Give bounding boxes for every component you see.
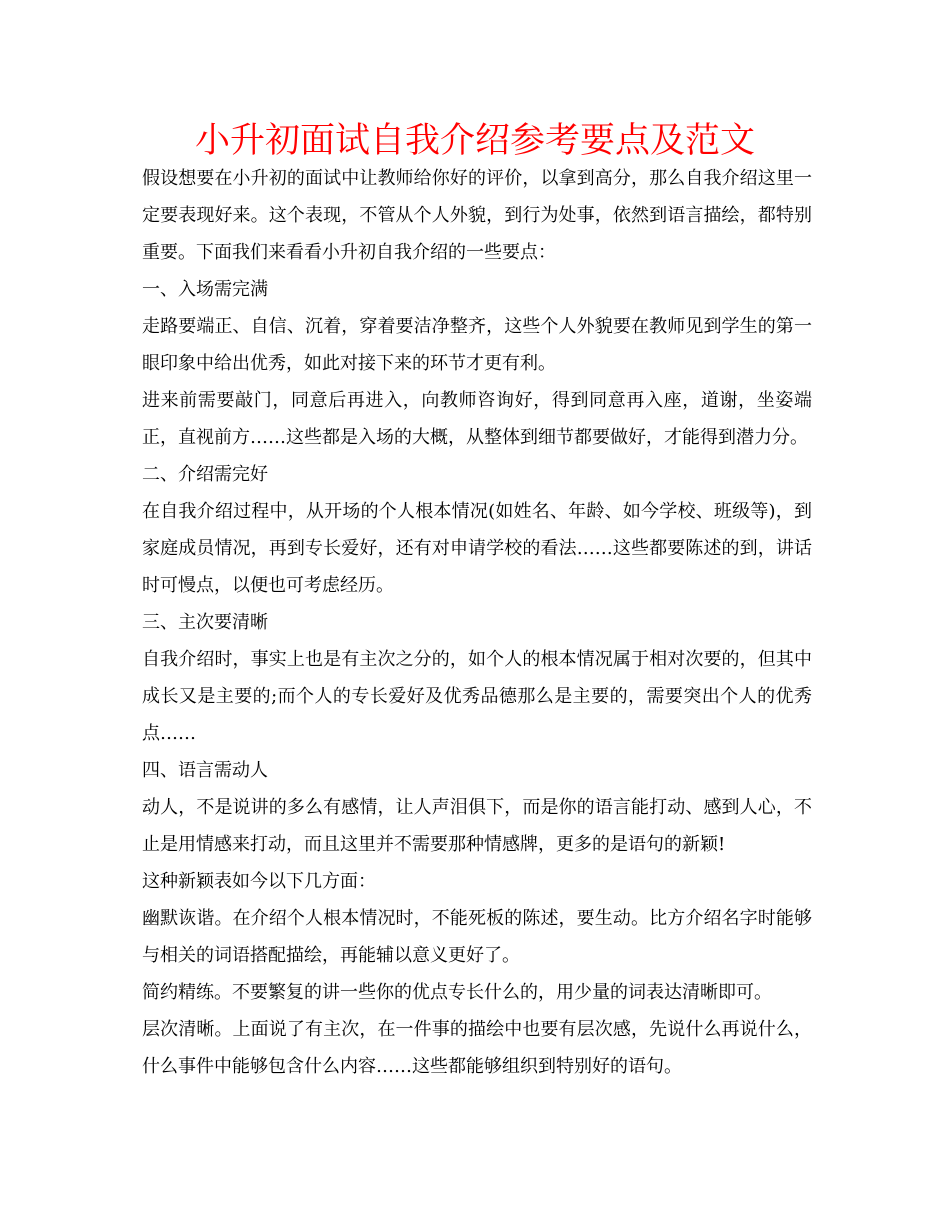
body-paragraph: 自我介绍时，事实上也是有主次之分的，如个人的根本情况属于相对次要的，但其中成长又是主要的;而个人的专长爱好及优秀品德那么是主要的，需要突出个人的优秀点…… [142,649,812,744]
document-title: 小升初面试自我介绍参考要点及范文 [194,121,755,161]
document-body [142,160,812,1085]
body-paragraph: 层次清晰。上面说了有主次，在一件事的描绘中也要有层次感，先说什么再说什么，什么事件中能够包含什么内容……这些都能够组织到特别好的语句。 [142,1019,812,1077]
body-paragraph: 在自我介绍过程中，从开场的个人根本情况(如姓名、年龄、如今学校、班级等)，到家庭成员情况，再到专长爱好，还有对申请学校的看法……这些都要陈述的到，讲话时可慢点，以便也可考虑经历。 [142,501,812,596]
section-heading-4: 四、语言需动人 [142,760,268,781]
section-heading-3: 三、主次要清晰 [142,612,268,633]
section-heading-1: 一、入场需完满 [142,279,268,300]
body-paragraph: 进来前需要敲门，同意后再进入，向教师咨询好，得到同意再入座，道谢，坐姿端正，直视前方……这些都是入场的大概，从整体到细节都要做好，才能得到潜力分。 [142,390,812,448]
section-heading-2: 二、介绍需完好 [142,464,268,485]
body-paragraph: 简约精练。不要繁复的讲一些你的优点专长什么的，用少量的词表达清晰即可。 [142,982,772,1003]
body-paragraph: 动人，不是说讲的多么有感情，让人声泪俱下，而是你的语言能打动、感到人心，不止是用情感来打动，而且这里并不需要那种情感牌，更多的是语句的新颖! [142,797,812,855]
body-paragraph: 幽默诙谐。在介绍个人根本情况时，不能死板的陈述，要生动。比方介绍名字时能够与相关的词语搭配描绘，再能辅以意义更好了。 [142,908,812,966]
body-paragraph: 走路要端正、自信、沉着，穿着要洁净整齐，这些个人外貌要在教师见到学生的第一眼印象中给出优秀，如此对接下来的环节才更有利。 [142,316,812,374]
body-paragraph: 这种新颖表如今以下几方面： [142,871,376,892]
intro-paragraph: 假设想要在小升初的面试中让教师给你好的评价，以拿到高分，那么自我介绍这里一定要表现好来。这个表现，不管从个人外貌，到行为处事，依然到语言描绘，都特别重要。下面我们来看看小升初自我介绍的一些要点： [142,168,812,263]
